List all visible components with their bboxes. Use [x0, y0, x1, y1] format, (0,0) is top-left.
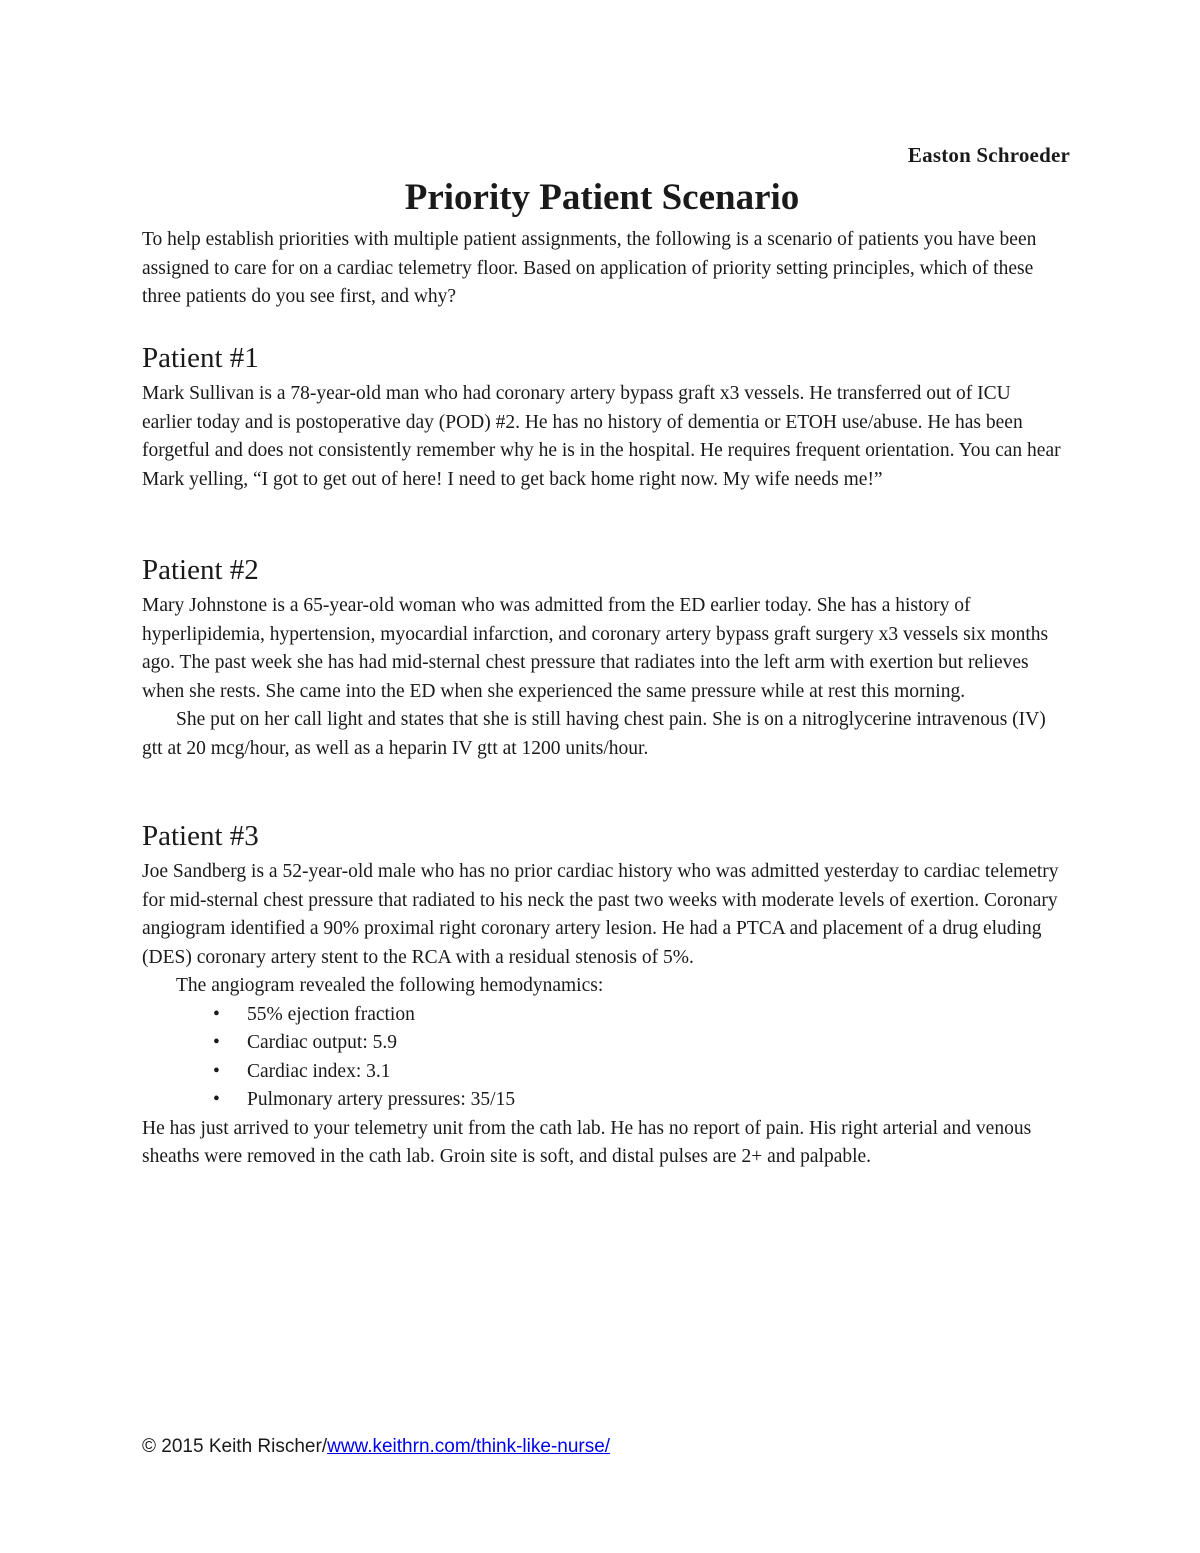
footer — [142, 1436, 610, 1458]
patient-2-heading: Patient #2 — [142, 554, 259, 586]
patient-3-closing: He has just arrived to your telemetry unit from the cath lab. He has no report of pain. His right arterial and venous sheaths were removed in the cath lab. Groin site is soft, and distal pulses are 2+ and palpable. — [142, 1117, 1032, 1167]
intro-paragraph: To help establish priorities with multiple patient assignments, the following is a scenario of patients you have been assigned to care for on a cardiac telemetry floor. Based on application of priority setting principles, which of these three patients do you see first, and why? — [142, 229, 1037, 307]
footer-link[interactable]: www.keithrn.com/think-like-nurse/ — [327, 1436, 611, 1457]
copyright-text: © 2015 Keith Rischer/ — [142, 1436, 328, 1457]
patient-1-heading: Patient #1 — [142, 342, 259, 374]
page-title: Priority Patient Scenario — [404, 177, 800, 218]
list-item: • Cardiac output: 5.9 — [210, 1029, 1062, 1058]
patient-1-section — [142, 340, 1062, 494]
patient-3-paragraph-2: The angiogram revealed the following hemodynamics: — [176, 975, 604, 996]
list-item: • 55% ejection fraction — [210, 1001, 1062, 1030]
patient-3-paragraph-1: Joe Sandberg is a 52-year-old male who has no prior cardiac history who was admitted yesterday to cardiac telemetry for mid-sternal chest pressure that radiated to his neck the past two weeks with moderate levels of exertion. Coronary angiogram identified a 90% proximal right coronary artery lesion. He had a PTCA and placement of a drug eluding (DES) coronary artery stent to the RCA with a residual stenosis of 5%. — [142, 861, 1059, 968]
hemodynamics-list — [142, 1001, 1062, 1115]
patient-1-paragraph: Mark Sullivan is a 78-year-old man who had coronary artery bypass graft x3 vessels. He transferred out of ICU earlier today and is postoperative day (POD) #2. He has no history of dementia or ETOH use/abuse. He has been forgetful and does not consistently remember why he is in the hospital. He requires frequent orientation. You can hear Mark yelling, “I got to get out of here! I need to get back home right now. My wife needs me!” — [142, 383, 1061, 490]
patient-2-paragraph-1: Mary Johnstone is a 65-year-old woman who was admitted from the ED earlier today. She has a history of hyperlipidemia, hypertension, myocardial infarction, and coronary artery bypass graft surgery x3 vessels six months ago. The past week she has had mid-sternal chest pressure that radiates into the left arm with exertion but relieves when she rests. She came into the ED when she experienced the same pressure while at rest this morning. — [142, 595, 1049, 702]
patient-3-section — [142, 818, 1062, 1172]
bullet-icon: • — [213, 1060, 220, 1082]
list-item: • Pulmonary artery pressures: 35/15 — [210, 1086, 1062, 1115]
bullet-icon: • — [213, 1089, 220, 1110]
author-name: Easton Schroeder — [907, 143, 1070, 167]
patient-2-paragraph-2: She put on her call light and states that she is still having chest pain. She is on a nitroglycerine intravenous (IV) gtt at 20 mcg/hour, as well as a heparin IV gtt at 1200 units/hour. — [142, 709, 1046, 759]
patient-2-section — [142, 552, 1062, 763]
bullet-icon: • — [213, 1003, 220, 1025]
patient-3-heading: Patient #3 — [142, 820, 259, 852]
list-item: • Cardiac index: 3.1 — [210, 1058, 1062, 1087]
bullet-icon: • — [213, 1032, 220, 1053]
